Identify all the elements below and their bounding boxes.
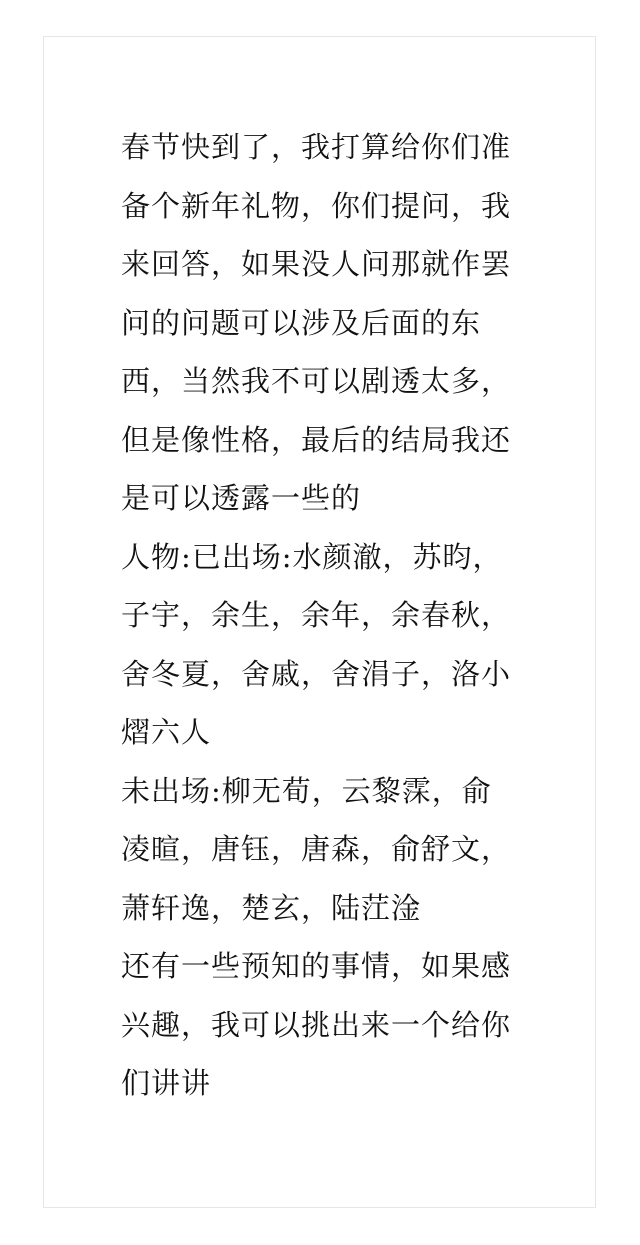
text-line: 舍冬夏，舍戚，舍涓子，洛小 [121,656,512,691]
text-line: 来回答，如果没人问那就作罢 [121,247,512,281]
text-line: 们讲讲 [121,1066,212,1100]
text-line: 人物:已出场:水颜澈，苏昀， [121,539,503,574]
text-line: 备个新年礼物，你们提问，我 [121,188,512,223]
document-text [121,118,531,1113]
text-line: 未出场:柳无荀，云黎霂，俞 [121,773,492,808]
text-line: 萧轩逸，楚玄，陆茳淦 [121,890,422,925]
text-line: 兴趣，我可以挑出来一个给你 [121,1007,512,1042]
text-line: 春节快到了，我打算给你们准 [121,130,512,164]
text-line: 是可以透露一些的 [121,481,362,515]
text-line: 子宇，余生，余年，余春秋， [121,598,512,632]
text-line: 熠六人 [121,715,212,749]
text-line: 西，当然我不可以剧透太多， [121,364,512,398]
text-line: 但是像性格，最后的结局我还 [121,422,512,457]
text-line: 还有一些预知的事情，如果感 [121,949,512,983]
text-line: 凌暄，唐钰，唐森，俞舒文， [121,832,512,866]
text-line: 问的问题可以涉及后面的东 [121,305,482,340]
